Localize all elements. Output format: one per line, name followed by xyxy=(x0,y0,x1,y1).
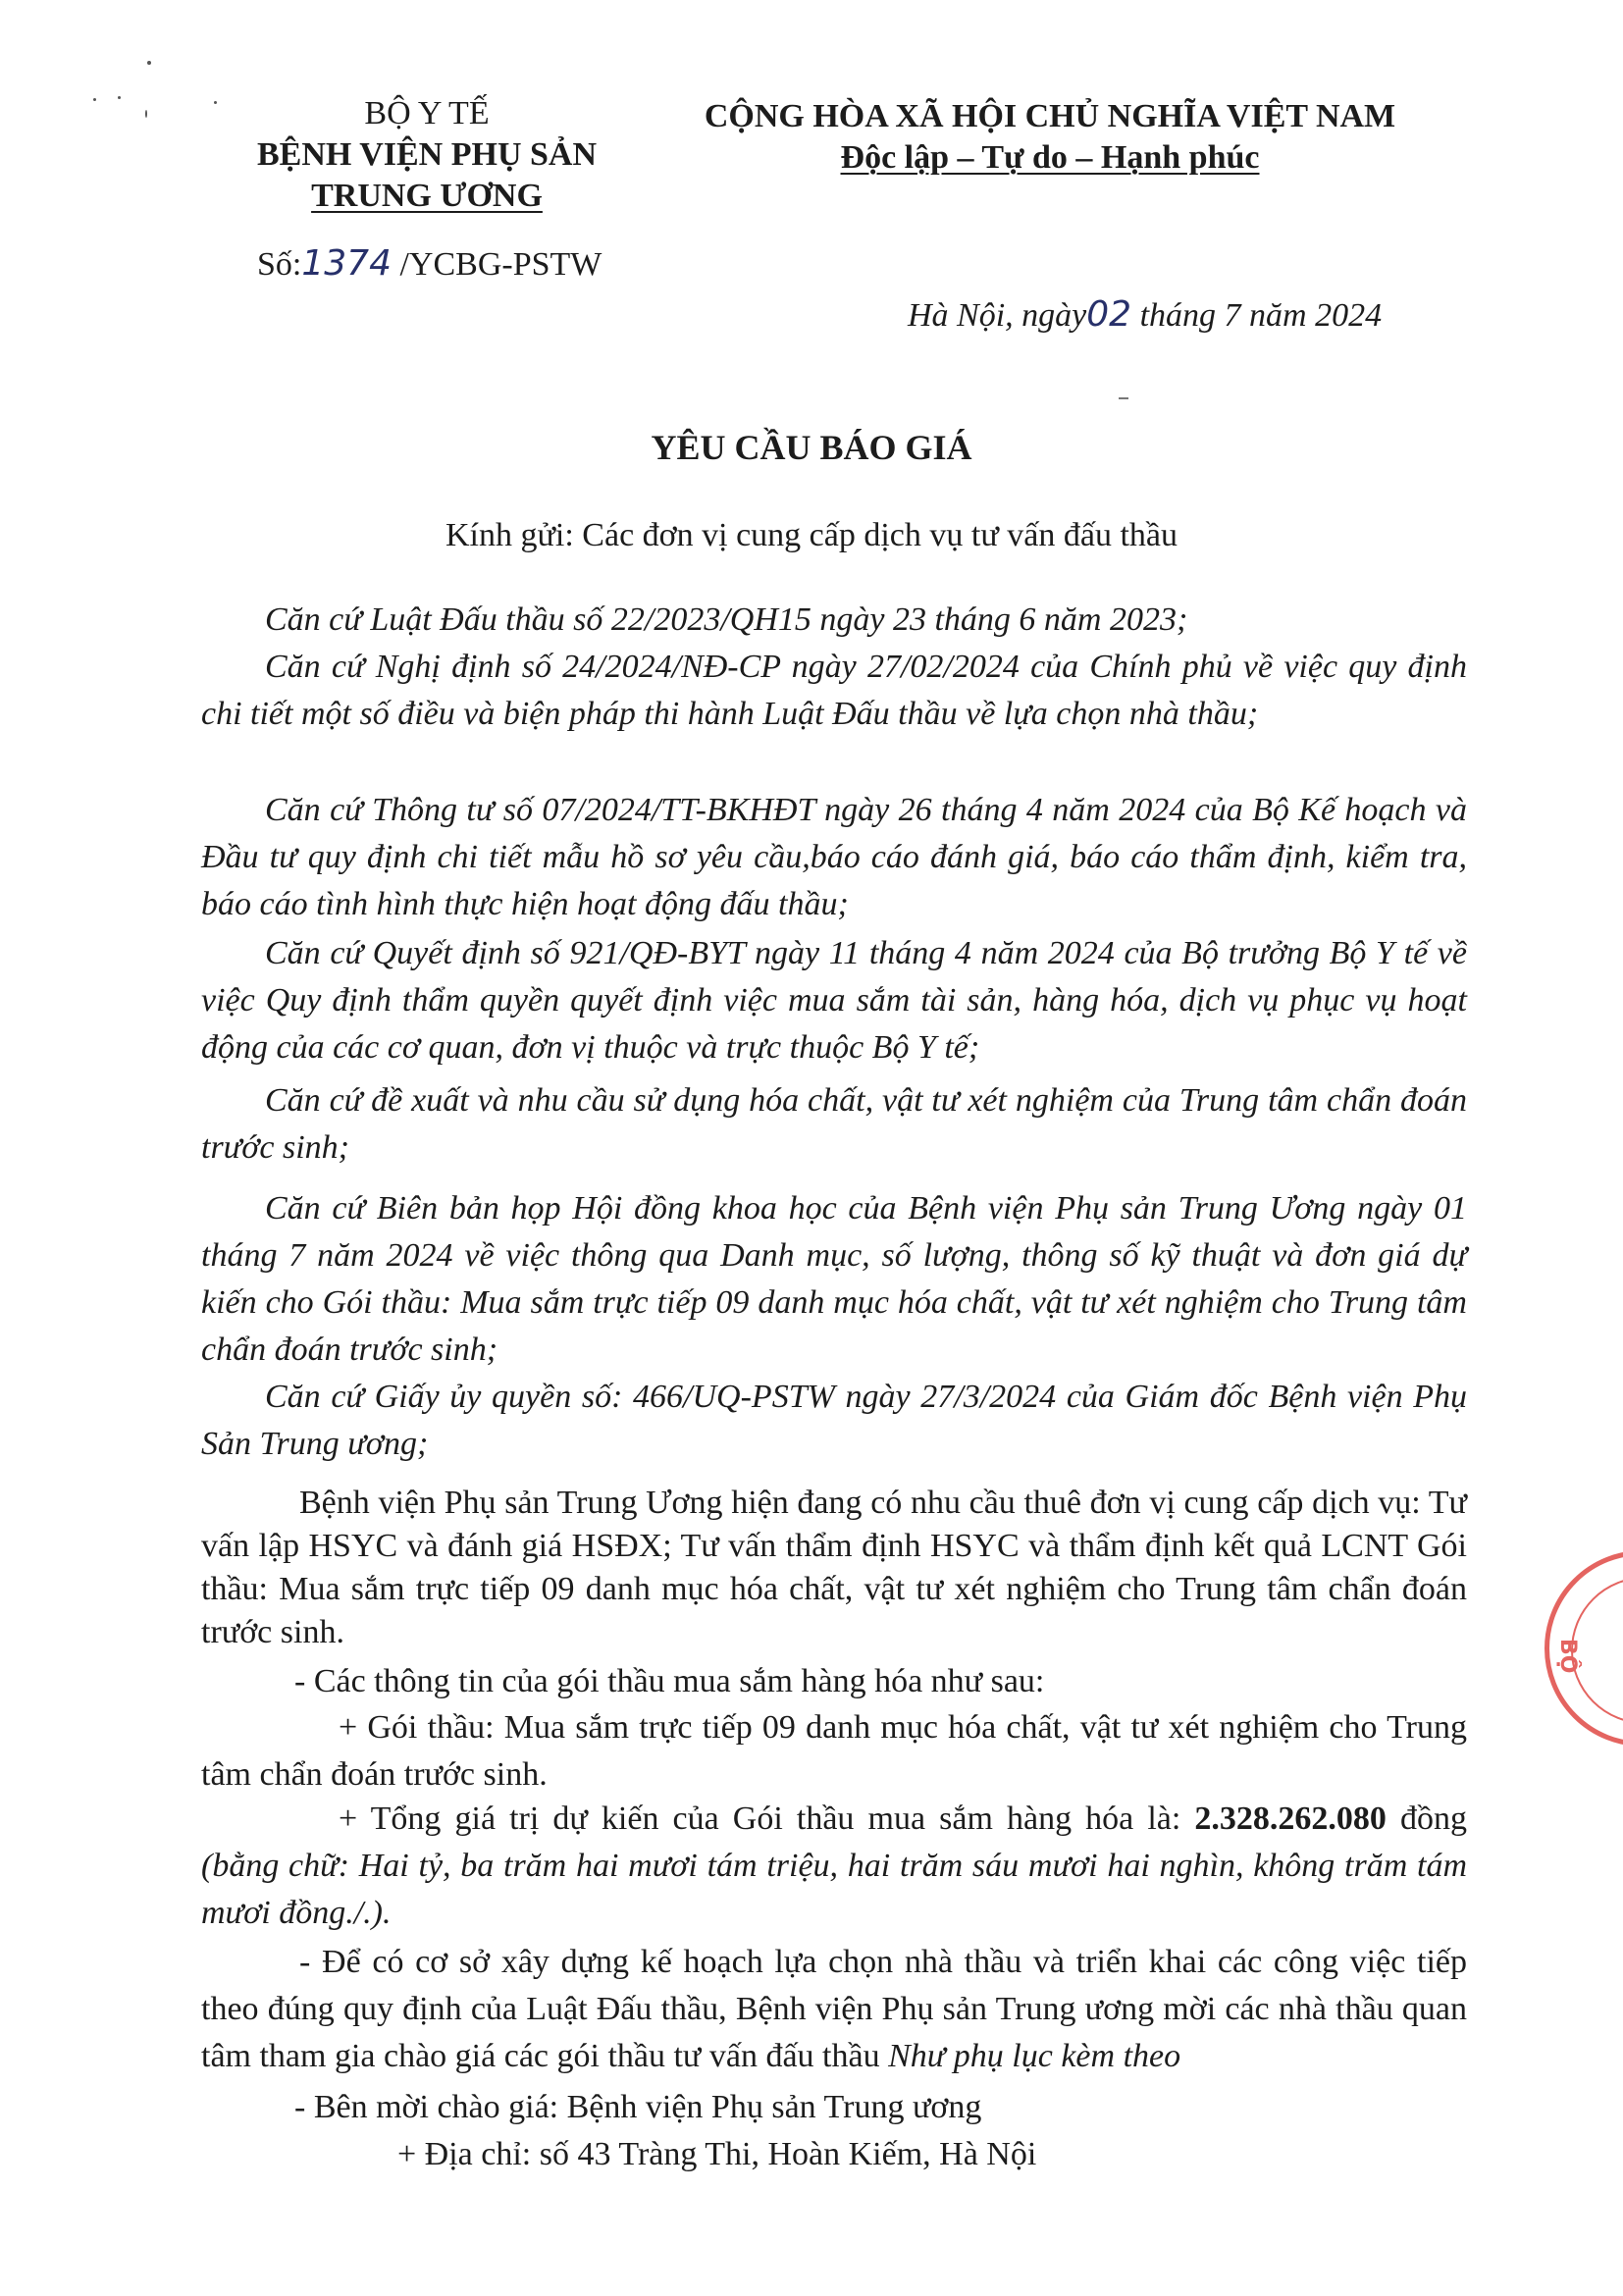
package-line: + Gói thầu: Mua sắm trực tiếp 09 danh mục hóa chất, vật tư xét nghiệm cho Trung tâm chẩn đoán trước sinh. xyxy=(201,1709,1467,1793)
hospital-name-line2: TRUNG ƯƠNG xyxy=(311,178,543,214)
number-suffix: /YCBG-PSTW xyxy=(399,246,602,283)
legal-basis: Căn cứ Thông tư số 07/2024/TT-BKHĐT ngày 26 tháng 4 năm 2024 của Bộ Kế hoạch và Đầu tư quy định chi tiết mẫu hồ sơ yêu cầu,báo cáo đánh giá, báo cáo thẩm định, kiểm tra, báo cáo tình hình thực hiện hoạt động đấu thầu; xyxy=(201,792,1467,922)
date-prefix: Hà Nội, ngày xyxy=(908,297,1087,334)
national-motto: Độc lập – Tự do – Hạnh phúc xyxy=(840,139,1260,176)
legal-basis: Căn cứ đề xuất và nhu cầu sử dụng hóa chất, vật tư xét nghiệm của Trung tâm chẩn đoán trước sinh; xyxy=(201,1082,1467,1166)
scan-speck xyxy=(147,61,151,65)
info-heading: - Các thông tin của gói thầu mua sắm hàng hóa như sau: xyxy=(294,1663,1045,1699)
address-line: + Địa chỉ: số 43 Tràng Thi, Hoàn Kiếm, Hà Nội xyxy=(397,2136,1037,2172)
invite-annex: Như phụ lục kèm theo xyxy=(888,2038,1181,2074)
national-header xyxy=(648,96,1452,179)
scan-speck xyxy=(93,98,96,101)
date-suffix: tháng 7 năm 2024 xyxy=(1139,297,1383,334)
total-suffix: đồng xyxy=(1386,1800,1467,1837)
document-title: YÊU CẦU BÁO GIÁ xyxy=(651,428,972,467)
legal-basis: Căn cứ Biên bản họp Hội đồng khoa học của Bệnh viện Phụ sản Trung Ương ngày 01 tháng 7 năm 2024 về việc thông qua Danh mục, số lượng, thông số kỹ thuật và đơn giá dự kiến cho Gói thầu: Mua sắm trực tiếp 09 danh mục hóa chất, vật tư xét nghiệm cho Trung tâm chẩn đoán trước sinh; xyxy=(201,1190,1467,1368)
handwritten-number: 1374 xyxy=(301,243,392,284)
document-number xyxy=(257,243,602,286)
legal-basis: Căn cứ Giấy ủy quyền số: 466/UQ-PSTW ngày 27/3/2024 của Giám đốc Bệnh viện Phụ Sản Trung ương; xyxy=(201,1379,1467,1462)
red-seal-stamp xyxy=(1544,1550,1623,1747)
country-name: CỘNG HÒA XÃ HỘI CHỦ NGHĨA VIỆT NAM xyxy=(704,98,1396,134)
legal-basis: Căn cứ Quyết định số 921/QĐ-BYT ngày 11 tháng 4 năm 2024 của Bộ trưởng Bộ Y tế về việc Quy định thẩm quyền quyết định việc mua sắm tài sản, hàng hóa, dịch vụ phục vụ hoạt động của các cơ quan, đơn vị thuộc và trực thuộc Bộ Y tế; xyxy=(201,935,1467,1066)
recipient-line: Kính gửi: Các đơn vị cung cấp dịch vụ tư vấn đấu thầu xyxy=(445,517,1178,553)
inviter-line: - Bên mời chào giá: Bệnh viện Phụ sản Trung ương xyxy=(294,2089,982,2125)
motto-wrap xyxy=(648,137,1452,179)
hospital-name-line2-wrap xyxy=(231,176,623,217)
total-in-words: (bằng chữ: Hai tỷ, ba trăm hai mươi tám triệu, hai trăm sáu mươi hai nghìn, không trăm tám mươi đồng./.). xyxy=(201,1848,1467,1931)
total-amount: 2.328.262.080 xyxy=(1194,1800,1387,1837)
scan-mark xyxy=(1119,397,1128,399)
number-prefix: Số: xyxy=(257,246,302,283)
invite-main: - Để có cơ sở xây dựng kế hoạch lựa chọn nhà thầu và triển khai các công việc tiếp theo đúng quy định của Luật Đấu thầu, Bệnh viện Phụ sản Trung ương mời các nhà thầu quan tâm tham gia chào giá các gói thầu tư vấn đấu thầu xyxy=(201,1944,1467,2074)
issuer-block xyxy=(231,93,623,217)
intro-paragraph: Bệnh viện Phụ sản Trung Ương hiện đang có nhu cầu thuê đơn vị cung cấp dịch vụ: Tư vấn lập HSYC và đánh giá HSĐX; Tư vấn thẩm định HSYC và thẩm định kết quả LCNT Gói thầu: Mua sắm trực tiếp 09 danh mục hóa chất, vật tư xét nghiệm cho Trung tâm chẩn đoán trước sinh. xyxy=(201,1485,1467,1650)
scan-speck xyxy=(214,101,217,104)
legal-basis: Căn cứ Luật Đấu thầu số 22/2023/QH15 ngày 23 tháng 6 năm 2023; xyxy=(265,601,1188,638)
place-date xyxy=(908,294,1382,337)
ministry-name: BỘ Y TẾ xyxy=(364,95,490,131)
seal-text: BỘ xyxy=(1555,1639,1580,1674)
legal-basis: Căn cứ Nghị định số 24/2024/NĐ-CP ngày 27/02/2024 của Chính phủ về việc quy định chi tiết một số điều và biện pháp thi hành Luật Đấu thầu về lựa chọn nhà thầu; xyxy=(201,649,1467,732)
total-prefix: + Tổng giá trị dự kiến của Gói thầu mua sắm hàng hóa là: xyxy=(339,1800,1195,1837)
invitation-paragraph xyxy=(201,1939,1467,2080)
hospital-name-line1: BỆNH VIỆN PHỤ SẢN xyxy=(256,136,598,173)
scan-speck xyxy=(118,96,121,99)
total-value xyxy=(201,1796,1467,1937)
scan-speck xyxy=(145,110,147,118)
handwritten-day: 02 xyxy=(1086,294,1132,335)
